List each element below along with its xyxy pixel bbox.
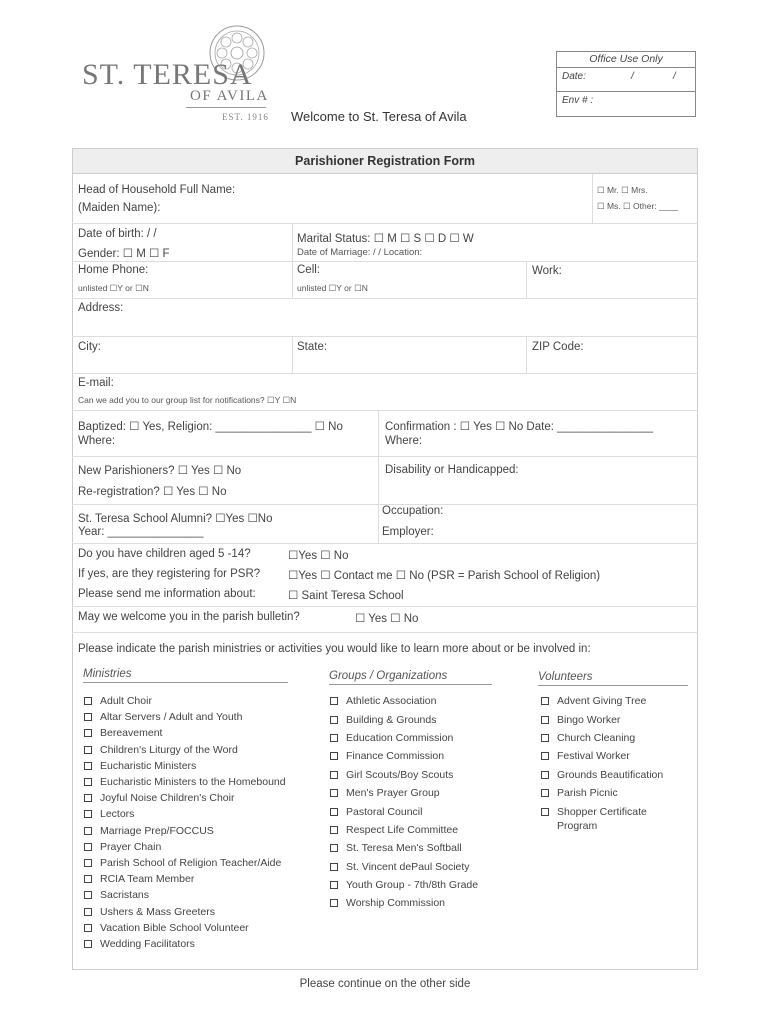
office-env-label: Env # : bbox=[562, 95, 594, 106]
bulletin-options[interactable]: ☐ Yes ☐ No bbox=[355, 613, 419, 625]
checkbox-icon[interactable] bbox=[330, 899, 338, 907]
row-divider bbox=[72, 261, 698, 262]
cell-label[interactable]: Cell: bbox=[297, 264, 321, 276]
confirmation-where-label[interactable]: Where: bbox=[385, 435, 423, 447]
row-divider bbox=[72, 373, 698, 374]
checkbox-label: Parish School of Religion Teacher/Aide bbox=[100, 856, 282, 869]
checkbox-label: Children's Liturgy of the Word bbox=[100, 743, 238, 756]
checkbox-item[interactable] bbox=[84, 774, 286, 790]
state-label[interactable]: State: bbox=[297, 341, 328, 353]
baptism-where-label[interactable]: Where: bbox=[78, 435, 116, 447]
column-divider bbox=[526, 261, 527, 298]
office-date-slash: / bbox=[631, 71, 634, 82]
groups-list bbox=[330, 692, 478, 913]
checkbox-icon[interactable] bbox=[541, 789, 549, 797]
marital-status-field[interactable]: Marital Status: ☐ M ☐ S ☐ D ☐ W bbox=[297, 233, 474, 245]
checkbox-label: Pastoral Council bbox=[346, 805, 423, 818]
ministries-instruction: Please indicate the parish ministries or activities you would like to learn more about or be involved in: bbox=[78, 643, 591, 655]
checkbox-item[interactable] bbox=[84, 725, 286, 741]
checkbox-item[interactable] bbox=[541, 747, 663, 765]
volunteers-list bbox=[541, 692, 663, 821]
office-env-row[interactable] bbox=[557, 92, 695, 116]
marriage-date-field[interactable]: Date of Marriage: / / Location: bbox=[297, 247, 423, 258]
checkbox-item[interactable] bbox=[84, 936, 286, 952]
checkbox-label: Girl Scouts/Boy Scouts bbox=[346, 768, 454, 781]
checkbox-item[interactable] bbox=[84, 790, 286, 806]
checkbox-label: Festival Worker bbox=[557, 750, 630, 763]
checkbox-item[interactable] bbox=[541, 784, 663, 802]
checkbox-label: Bingo Worker bbox=[557, 713, 621, 726]
logo-name: ST. TERESA bbox=[82, 58, 253, 91]
home-phone-label[interactable]: Home Phone: bbox=[78, 264, 149, 276]
checkbox-item[interactable] bbox=[330, 729, 478, 747]
checkbox-icon[interactable] bbox=[330, 808, 338, 816]
checkbox-item[interactable] bbox=[84, 693, 286, 709]
checkbox-icon[interactable] bbox=[84, 843, 92, 851]
city-label[interactable]: City: bbox=[78, 341, 101, 353]
checkbox-icon[interactable] bbox=[84, 940, 92, 948]
checkbox-label: Finance Commission bbox=[346, 750, 445, 763]
checkbox-icon[interactable] bbox=[84, 859, 92, 867]
checkbox-label: Bereavement bbox=[100, 727, 163, 740]
alumni-year-field[interactable]: Year: _______________ bbox=[78, 526, 204, 538]
checkbox-item[interactable] bbox=[330, 821, 478, 839]
checkbox-label: Men's Prayer Group bbox=[346, 787, 440, 800]
checkbox-label: Altar Servers / Adult and Youth bbox=[100, 711, 243, 724]
row-divider bbox=[72, 223, 698, 224]
email-label[interactable]: E-mail: bbox=[78, 377, 114, 389]
row-divider bbox=[72, 298, 698, 299]
home-unlisted-option[interactable]: unlisted ☐Y or ☐N bbox=[78, 283, 149, 293]
checkbox-icon[interactable] bbox=[330, 771, 338, 779]
checkbox-label: Sacristans bbox=[100, 889, 150, 902]
checkbox-label: RCIA Team Member bbox=[100, 873, 195, 886]
title-options-1[interactable]: ☐ Mr. ☐ Mrs. bbox=[597, 185, 648, 195]
checkbox-label: Parish Picnic bbox=[557, 787, 618, 800]
row-divider bbox=[72, 543, 698, 544]
checkbox-icon[interactable] bbox=[330, 697, 338, 705]
psr-question: If yes, are they registering for PSR? bbox=[78, 568, 261, 580]
checkbox-icon[interactable] bbox=[541, 752, 549, 760]
title-options-2[interactable]: ☐ Ms. ☐ Other: ____ bbox=[597, 201, 678, 211]
column-divider bbox=[378, 410, 379, 543]
send-info-question: Please send me information about: bbox=[78, 588, 256, 600]
checkbox-icon[interactable] bbox=[84, 729, 92, 737]
checkbox-label: Youth Group - 7th/8th Grade bbox=[346, 879, 479, 892]
checkbox-label: St. Vincent dePaul Society bbox=[346, 860, 470, 873]
ministries-heading: Ministries bbox=[83, 668, 288, 683]
checkbox-icon[interactable] bbox=[84, 778, 92, 786]
checkbox-icon[interactable] bbox=[541, 808, 549, 816]
confirmation-field[interactable]: Confirmation : ☐ Yes ☐ No Date: _______________ bbox=[385, 421, 654, 433]
employer-label[interactable]: Employer: bbox=[382, 526, 434, 538]
checkbox-icon[interactable] bbox=[330, 863, 338, 871]
checkbox-label: Athletic Association bbox=[346, 695, 437, 708]
checkbox-icon[interactable] bbox=[330, 826, 338, 834]
checkbox-icon[interactable] bbox=[84, 794, 92, 802]
occupation-label[interactable]: Occupation: bbox=[382, 505, 444, 517]
checkbox-item[interactable] bbox=[330, 894, 478, 912]
row-divider bbox=[72, 456, 698, 457]
checkbox-label: Church Cleaning bbox=[557, 731, 636, 744]
checkbox-icon[interactable] bbox=[541, 716, 549, 724]
checkbox-item[interactable] bbox=[84, 871, 286, 887]
head-of-household-label[interactable]: Head of Household Full Name: bbox=[78, 184, 236, 196]
volunteers-heading: Volunteers bbox=[538, 671, 688, 686]
checkbox-icon[interactable] bbox=[84, 762, 92, 770]
volunteer-item-continuation: Program bbox=[557, 820, 598, 832]
office-use-box bbox=[556, 51, 696, 117]
checkbox-icon[interactable] bbox=[84, 891, 92, 899]
checkbox-item[interactable] bbox=[330, 802, 478, 820]
checkbox-item[interactable] bbox=[84, 887, 286, 903]
work-label[interactable]: Work: bbox=[532, 265, 562, 277]
checkbox-label: Adult Choir bbox=[100, 695, 152, 708]
checkbox-item[interactable] bbox=[84, 839, 286, 855]
checkbox-label: Eucharistic Ministers bbox=[100, 759, 197, 772]
column-divider bbox=[292, 336, 293, 373]
checkbox-label: Respect Life Committee bbox=[346, 823, 459, 836]
checkbox-item[interactable] bbox=[541, 802, 663, 820]
group-list-question[interactable]: Can we add you to our group list for notifications? ☐Y ☐N bbox=[78, 395, 297, 405]
address-label[interactable]: Address: bbox=[78, 302, 124, 314]
checkbox-icon[interactable] bbox=[84, 713, 92, 721]
checkbox-item[interactable] bbox=[84, 920, 286, 936]
gender-field[interactable]: Gender: ☐ M ☐ F bbox=[78, 248, 170, 260]
checkbox-item[interactable] bbox=[84, 855, 286, 871]
checkbox-item[interactable] bbox=[330, 692, 478, 710]
checkbox-icon[interactable] bbox=[84, 746, 92, 754]
row-divider bbox=[72, 336, 698, 337]
column-divider bbox=[292, 223, 293, 298]
continue-note: Please continue on the other side bbox=[299, 978, 471, 990]
checkbox-label: Grounds Beautification bbox=[557, 768, 664, 781]
dob-field[interactable]: Date of birth: / / bbox=[78, 228, 157, 240]
office-date-label: Date: bbox=[562, 71, 586, 82]
logo-est: EST. 1916 bbox=[222, 112, 269, 122]
checkbox-item[interactable] bbox=[84, 709, 286, 725]
checkbox-item[interactable] bbox=[330, 766, 478, 784]
form-title: Parishioner Registration Form bbox=[72, 148, 698, 174]
checkbox-label: Advent Giving Tree bbox=[557, 695, 647, 708]
checkbox-label: Education Commission bbox=[346, 731, 454, 744]
checkbox-icon[interactable] bbox=[541, 697, 549, 705]
checkbox-label: Ushers & Mass Greeters bbox=[100, 905, 215, 918]
checkbox-item[interactable] bbox=[541, 710, 663, 728]
checkbox-icon[interactable] bbox=[330, 716, 338, 724]
children-options[interactable]: ☐Yes ☐ No bbox=[288, 550, 349, 562]
checkbox-item[interactable] bbox=[84, 806, 286, 822]
checkbox-item[interactable] bbox=[541, 766, 663, 784]
row-divider bbox=[72, 632, 698, 633]
checkbox-item[interactable] bbox=[330, 710, 478, 728]
psr-options[interactable]: ☐Yes ☐ Contact me ☐ No (PSR = Parish School of Religion) bbox=[288, 570, 601, 582]
bulletin-question: May we welcome you in the parish bulletin? bbox=[78, 611, 300, 623]
checkbox-icon[interactable] bbox=[84, 924, 92, 932]
checkbox-item[interactable] bbox=[541, 692, 663, 710]
checkbox-icon[interactable] bbox=[330, 789, 338, 797]
logo-subtitle: OF AVILA bbox=[190, 88, 269, 104]
checkbox-icon[interactable] bbox=[330, 734, 338, 742]
checkbox-label: Wedding Facilitators bbox=[100, 937, 195, 950]
office-date-row[interactable] bbox=[557, 68, 695, 92]
checkbox-item[interactable] bbox=[84, 823, 286, 839]
checkbox-item[interactable] bbox=[330, 747, 478, 765]
checkbox-item[interactable] bbox=[330, 784, 478, 802]
checkbox-item[interactable] bbox=[330, 876, 478, 894]
office-use-title: Office Use Only bbox=[557, 52, 695, 68]
ministries-list bbox=[84, 693, 286, 952]
row-divider bbox=[72, 606, 698, 607]
checkbox-icon[interactable] bbox=[84, 875, 92, 883]
checkbox-item[interactable] bbox=[84, 742, 286, 758]
office-date-slash: / bbox=[673, 71, 676, 82]
checkbox-label: Building & Grounds bbox=[346, 713, 437, 726]
disability-label[interactable]: Disability or Handicapped: bbox=[385, 464, 519, 476]
column-divider bbox=[526, 336, 527, 373]
children-question: Do you have children aged 5 -14? bbox=[78, 548, 251, 560]
checkbox-icon[interactable] bbox=[84, 908, 92, 916]
reregistration-field[interactable]: Re-registration? ☐ Yes ☐ No bbox=[78, 486, 227, 498]
checkbox-label: St. Teresa Men's Softball bbox=[346, 842, 462, 855]
checkbox-label: Prayer Chain bbox=[100, 840, 162, 853]
row-divider bbox=[72, 410, 698, 411]
checkbox-icon[interactable] bbox=[84, 827, 92, 835]
checkbox-icon[interactable] bbox=[330, 752, 338, 760]
maiden-name-label[interactable]: (Maiden Name): bbox=[78, 202, 161, 214]
checkbox-icon[interactable] bbox=[330, 881, 338, 889]
logo-divider bbox=[186, 107, 266, 108]
checkbox-item[interactable] bbox=[541, 729, 663, 747]
baptized-field[interactable]: Baptized: ☐ Yes, Religion: _______________ ☐ No bbox=[78, 421, 343, 433]
cell-unlisted-option[interactable]: unlisted ☐Y or ☐N bbox=[297, 283, 368, 293]
checkbox-label: Marriage Prep/FOCCUS bbox=[100, 824, 214, 837]
column-divider bbox=[592, 174, 593, 223]
checkbox-label: Eucharistic Ministers to the Homebound bbox=[100, 776, 286, 789]
welcome-heading: Welcome to St. Teresa of Avila bbox=[291, 109, 467, 124]
checkbox-item[interactable] bbox=[84, 758, 286, 774]
checkbox-icon[interactable] bbox=[84, 810, 92, 818]
checkbox-item[interactable] bbox=[84, 903, 286, 919]
checkbox-label: Shopper Certificate bbox=[557, 805, 647, 818]
checkbox-label: Vacation Bible School Volunteer bbox=[100, 921, 249, 934]
alumni-field[interactable]: St. Teresa School Alumni? ☐Yes ☐No bbox=[78, 513, 273, 525]
send-info-option[interactable]: ☐ Saint Teresa School bbox=[288, 590, 404, 602]
checkbox-item[interactable] bbox=[330, 858, 478, 876]
new-parishioner-field[interactable]: New Parishioners? ☐ Yes ☐ No bbox=[78, 465, 242, 477]
checkbox-icon[interactable] bbox=[541, 734, 549, 742]
checkbox-icon[interactable] bbox=[84, 697, 92, 705]
zip-label[interactable]: ZIP Code: bbox=[532, 341, 584, 353]
groups-heading: Groups / Organizations bbox=[329, 670, 492, 685]
checkbox-icon[interactable] bbox=[541, 771, 549, 779]
checkbox-label: Joyful Noise Children's Choir bbox=[100, 792, 235, 805]
checkbox-label: Lectors bbox=[100, 808, 135, 821]
checkbox-icon[interactable] bbox=[330, 844, 338, 852]
checkbox-item[interactable] bbox=[330, 839, 478, 857]
checkbox-label: Worship Commission bbox=[346, 897, 445, 910]
